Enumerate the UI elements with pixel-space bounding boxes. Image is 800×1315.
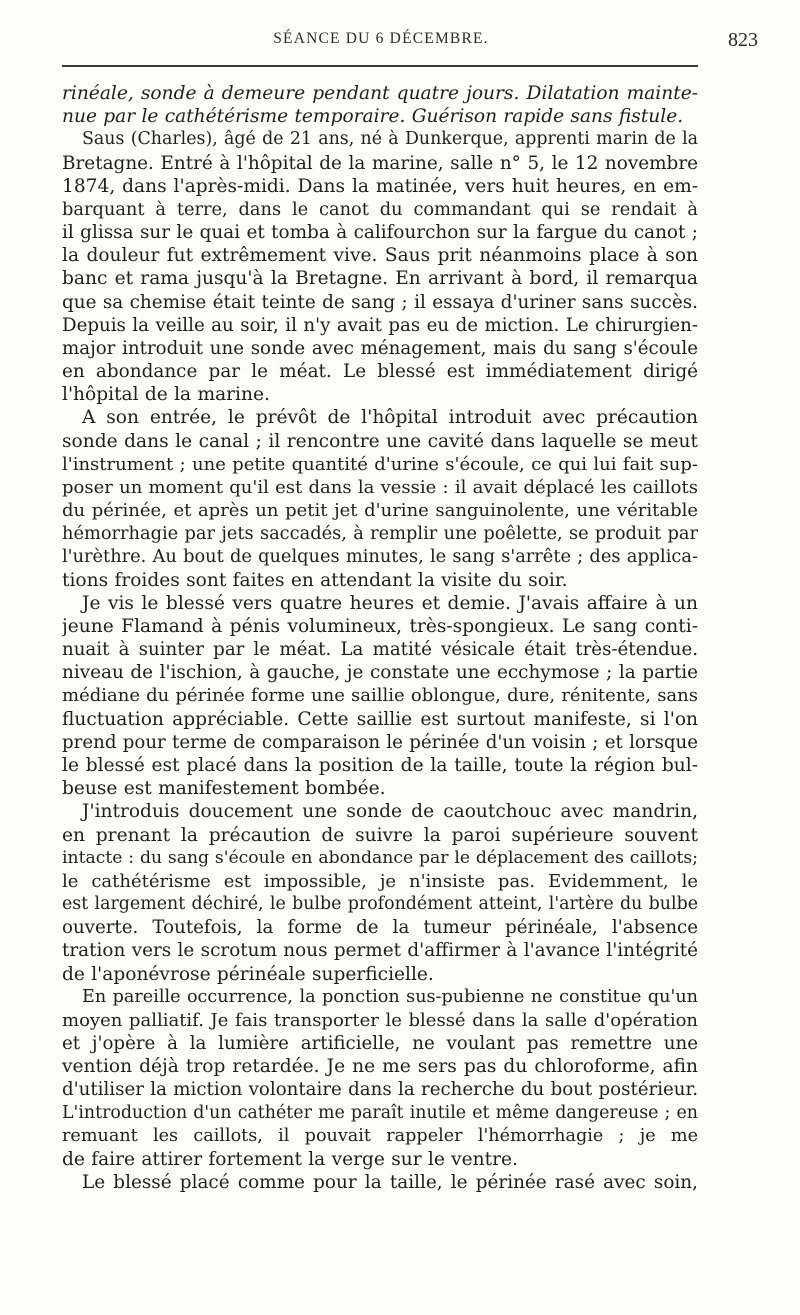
text-line: jeune Flamand à pénis volumineux, très-spongieux. Le sang conti- [62,615,698,637]
text-line: l'hôpital de la marine. [62,384,270,406]
text-line: le cathétérisme est impossible, je n'insiste pas. Evidemment, le [62,870,698,892]
text-line: barquant à terre, dans le canot du commandant qui se rendait à [62,198,698,220]
page-number: 823 [728,29,758,51]
header-rule [62,65,698,67]
text-line: intacte : du sang s'écoule en abondance par le déplacement des caillots; [62,847,698,868]
text-line: la douleur fut extrêmement vive. Saus prit néanmoins place à son [62,245,698,267]
text-line: rinéale, sonde à demeure pendant quatre jours. Dilatation mainte- [62,83,698,104]
text-line: Je vis le blessé vers quatre heures et demie. J'avais affaire à un [82,592,698,614]
text-line: moyen palliatif. Je fais transporter le blessé dans la salle d'opération [62,1009,698,1031]
text-line: Depuis la veille au soir, il n'y avait pas eu de miction. Le chirurgien- [62,314,698,336]
text-line: L'introduction d'un cathéter me paraît inutile et même dangereuse ; en [62,1102,698,1123]
text-line: de faire attirer fortement la verge sur le ventre. [62,1148,518,1170]
text-line: Le blessé placé comme pour la taille, le périnée rasé avec soin, [82,1172,698,1194]
text-line: tions froides sont faites en attendant la visite du soir. [62,569,568,591]
text-line: de l'aponévrose périnéale superficielle. [62,963,434,985]
text-line: fluctuation appréciable. Cette saillie est surtout manifeste, si l'on [62,708,698,730]
text-line: vention déjà trop retardée. Je ne me sers pas du chloroforme, afin [62,1056,698,1078]
text-line: et j'opère à la lumière artificielle, ne voulant pas remettre une [62,1033,698,1055]
text-line: prend pour terme de comparaison le périnée d'un voisin ; et lorsque [62,731,698,753]
text-line: Saus (Charles), âgé de 21 ans, né à Dunkerque, apprenti marin de la [82,129,698,150]
text-line: A son entrée, le prévôt de l'hôpital introduit avec précaution [82,407,698,429]
text-line: remuant les caillots, il pouvait rappeler l'hémorrhagie ; je me [62,1125,698,1146]
text-line: major introduit une sonde avec ménagement, mais du sang s'écoule [62,337,698,359]
text-line: tration vers le scrotum nous permet d'affirmer à l'avance l'intégrité [62,940,698,962]
text-line: hémorrhagie par jets saccadés, à remplir une poêlette, se produit par [62,523,698,545]
text-line: l'instrument ; une petite quantité d'urine s'écoule, ce qui lui fait sup- [62,453,698,475]
text-line: le blessé est placé dans la position de la taille, toute la région bul- [62,754,698,776]
text-line: niveau de l'ischion, à gauche, je constate une ecchymose ; la partie [62,662,698,684]
text-line: d'utiliser la miction volontaire dans la recherche du bout postérieur. [62,1079,698,1101]
text-line: nuait à suinter par le méat. La matité vésicale était très-étendue. [62,639,698,661]
running-head [62,29,758,56]
text-line: J'introduis doucement une sonde de caoutchouc avec mandrin, [82,801,698,823]
text-line: En pareille occurrence, la ponction sus-pubienne ne constitue qu'un [82,986,698,1007]
text-line: poser un moment qu'il est dans la vessie : il avait déplacé les caillots [62,476,698,498]
text-line: banc et rama jusqu'à la Bretagne. En arrivant à bord, il remarqua [62,268,698,290]
text-line: l'urèthre. Au bout de quelques minutes, le sang s'arrête ; des applica- [62,546,698,568]
text-line: nue par le cathétérisme temporaire. Guérison rapide sans fistule. [62,106,684,128]
text-line: sonde dans le canal ; il rencontre une cavité dans laquelle se meut [62,430,698,452]
text-line: ouverte. Toutefois, la forme de la tumeur périnéale, l'absence [62,917,698,939]
text-line: du périnée, et après un petit jet d'urine sanguinolente, une véritable [62,500,698,522]
text-line: en prenant la précaution de suivre la paroi supérieure souvent [62,824,698,846]
text-line: en abondance par le méat. Le blessé est immédiatement dirigé [62,361,698,383]
text-line: Bretagne. Entré à l'hôpital de la marine, salle n° 5, le 12 novembre [62,152,698,174]
text-line: 1874, dans l'après-midi. Dans la matinée, vers huit heures, en em- [62,175,698,197]
text-line: que sa chemise était teinte de sang ; il essaya d'uriner sans succès. [62,291,698,313]
text-line: est largement déchiré, le bulbe profondément atteint, l'artère du bulbe [62,894,698,915]
text-line: beuse est manifestement bombée. [62,778,386,800]
body-text [62,82,698,1194]
text-line: médiane du périnée forme une saillie oblongue, dure, rénitente, sans [62,685,698,707]
text-line: il glissa sur le quai et tomba à califourchon sur la fargue du canot ; [62,222,698,244]
running-title: SÉANCE DU 6 DÉCEMBRE. [273,30,489,47]
